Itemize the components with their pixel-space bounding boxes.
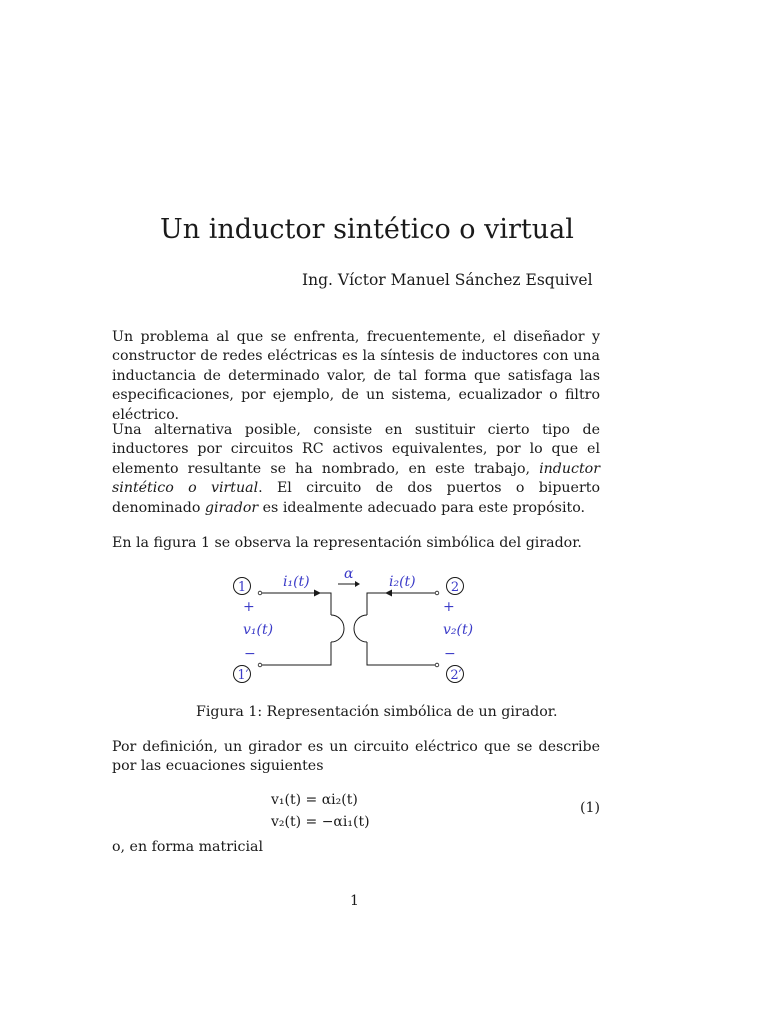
equation-system [271, 789, 370, 833]
alpha-arrow-head [355, 581, 360, 587]
author-line: Ing. Víctor Manuel Sánchez Esquivel [302, 271, 593, 289]
minus-right: − [444, 646, 456, 662]
left-port-arc [331, 615, 344, 642]
figure-caption: Figura 1: Representación simbólica de un girador. [196, 704, 558, 720]
alpha-label: α [344, 566, 354, 582]
emphasis-girador-term: girador [204, 499, 259, 516]
equation-1: v₁(t) = αi₂(t) [271, 792, 358, 808]
plus-left: + [243, 599, 255, 615]
current-arrow-left [314, 590, 321, 597]
paragraph-alternative [112, 421, 600, 518]
equation-2: v₂(t) = −αi₁(t) [271, 814, 370, 830]
current-arrow-right [385, 590, 392, 597]
paragraph-figure-ref: En la figura 1 se observa la representación simbólica del girador. [112, 535, 582, 551]
voltage-v1-label: v₁(t) [243, 622, 274, 638]
emphasis-inductor-term: inductor sintético o virtual [112, 460, 600, 497]
terminal-1p [258, 663, 262, 667]
voltage-v2-label: v₂(t) [443, 622, 474, 638]
paper-title: Un inductor sintético o virtual [160, 214, 574, 245]
node-1-label: 1 [237, 580, 247, 595]
terminal-2 [435, 591, 439, 595]
equation-number: (1) [580, 800, 601, 816]
page-number: 1 [350, 893, 359, 909]
paragraph-alternative-text-c: es idealmente adecuado para este propósito. [258, 499, 585, 516]
gyrator-diagram [226, 562, 486, 692]
node-2p-label: 2′ [450, 668, 462, 683]
paragraph-intro: Un problema al que se enfrenta, frecuentemente, el diseñador y constructor de redes eléctricas es la síntesis de inductores con una inductancia de determinado valor, de tal forma que satisfaga las especificaciones, por ejemplo, de un sistema, ecualizador o filtro eléctrico. [112, 329, 600, 423]
node-2-label: 2 [450, 580, 460, 595]
current-i1-label: i₁(t) [283, 574, 310, 590]
terminal-1 [258, 591, 262, 595]
current-i2-label: i₂(t) [389, 574, 416, 590]
plus-right: + [443, 599, 455, 615]
right-port-wire [367, 593, 435, 665]
terminal-2p [435, 663, 439, 667]
right-port-arc [354, 615, 367, 642]
minus-left: − [244, 646, 256, 662]
node-1p-label: 1′ [237, 668, 249, 683]
paragraph-alternative-text-a: Una alternativa posible, consiste en sustituir cierto tipo de inductores por circuitos RC activos equivalentes, por lo que el elemento resultante se ha nombrado, en este trabajo, [112, 422, 600, 477]
paragraph-matrix: o, en forma matricial [112, 839, 264, 855]
paragraph-alternative-text-b: . El circuito de dos puertos o bipuerto denominado [112, 480, 600, 516]
paragraph-definition: Por definición, un girador es un circuito eléctrico que se describe por las ecuaciones siguientes [112, 739, 600, 775]
